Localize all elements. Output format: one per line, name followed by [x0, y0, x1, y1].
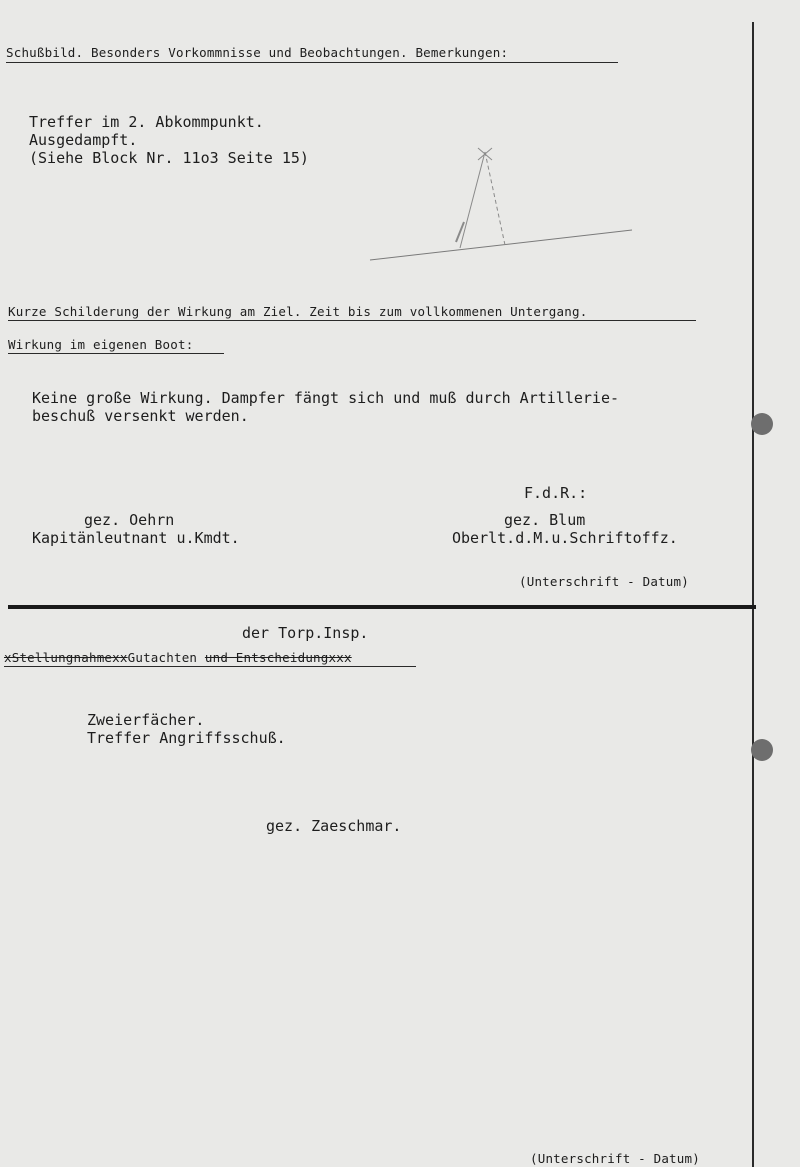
section2-header-underline — [8, 320, 696, 321]
signature-caption-top: (Unterschrift - Datum) — [519, 574, 689, 589]
section3-header-struck-right: und Entscheidungxxx — [204, 650, 352, 665]
section3-header — [4, 650, 352, 665]
section3-header-struck-left: xStellungnahmexx — [4, 650, 128, 665]
right-signature-title: Oberlt.d.M.u.Schriftoffz. — [452, 529, 678, 547]
signature-caption-bottom: (Unterschrift - Datum) — [530, 1151, 700, 1166]
torpedo-track-sketch — [360, 130, 640, 270]
section3-inserted-text: der Torp.Insp. — [242, 624, 369, 642]
section3-line-2: Treffer Angriffsschuß. — [87, 729, 286, 747]
section1-line-1: Treffer im 2. Abkommpunkt. — [29, 113, 264, 131]
section2-header: Kurze Schilderung der Wirkung am Ziel. Zeit bis zum vollkommenen Untergang. — [8, 304, 588, 319]
left-signature-title: Kapitänleutnant u.Kmdt. — [32, 529, 240, 547]
section3-signature: gez. Zaeschmar. — [266, 817, 402, 835]
right-margin-line — [752, 22, 754, 1167]
left-signature-name: gez. Oehrn — [84, 511, 175, 529]
section3-header-underline — [4, 666, 416, 667]
punch-hole-bottom — [751, 739, 773, 761]
section2-line-1: Keine große Wirkung. Dampfer fängt sich und muß durch Artillerie- — [32, 389, 619, 407]
section2-line-2: beschuß versenkt werden. — [32, 407, 249, 425]
section2-subheader: Wirkung im eigenen Boot: — [8, 337, 194, 352]
section1-header: Schußbild. Besonders Vorkommnisse und Beobachtungen. Bemerkungen: — [6, 45, 509, 60]
section3-header-kept: Gutachten — [127, 650, 198, 665]
section1-header-underline — [6, 62, 618, 63]
section1-line-3: (Siehe Block Nr. 11o3 Seite 15) — [29, 149, 309, 167]
fdr-label: F.d.R.: — [524, 484, 588, 502]
section-divider — [8, 605, 756, 609]
right-signature-name: gez. Blum — [504, 511, 586, 529]
section1-line-2: Ausgedampft. — [29, 131, 138, 149]
section2-subheader-underline — [8, 353, 224, 354]
section3-line-1: Zweierfächer. — [87, 711, 205, 729]
punch-hole-top — [751, 413, 773, 435]
